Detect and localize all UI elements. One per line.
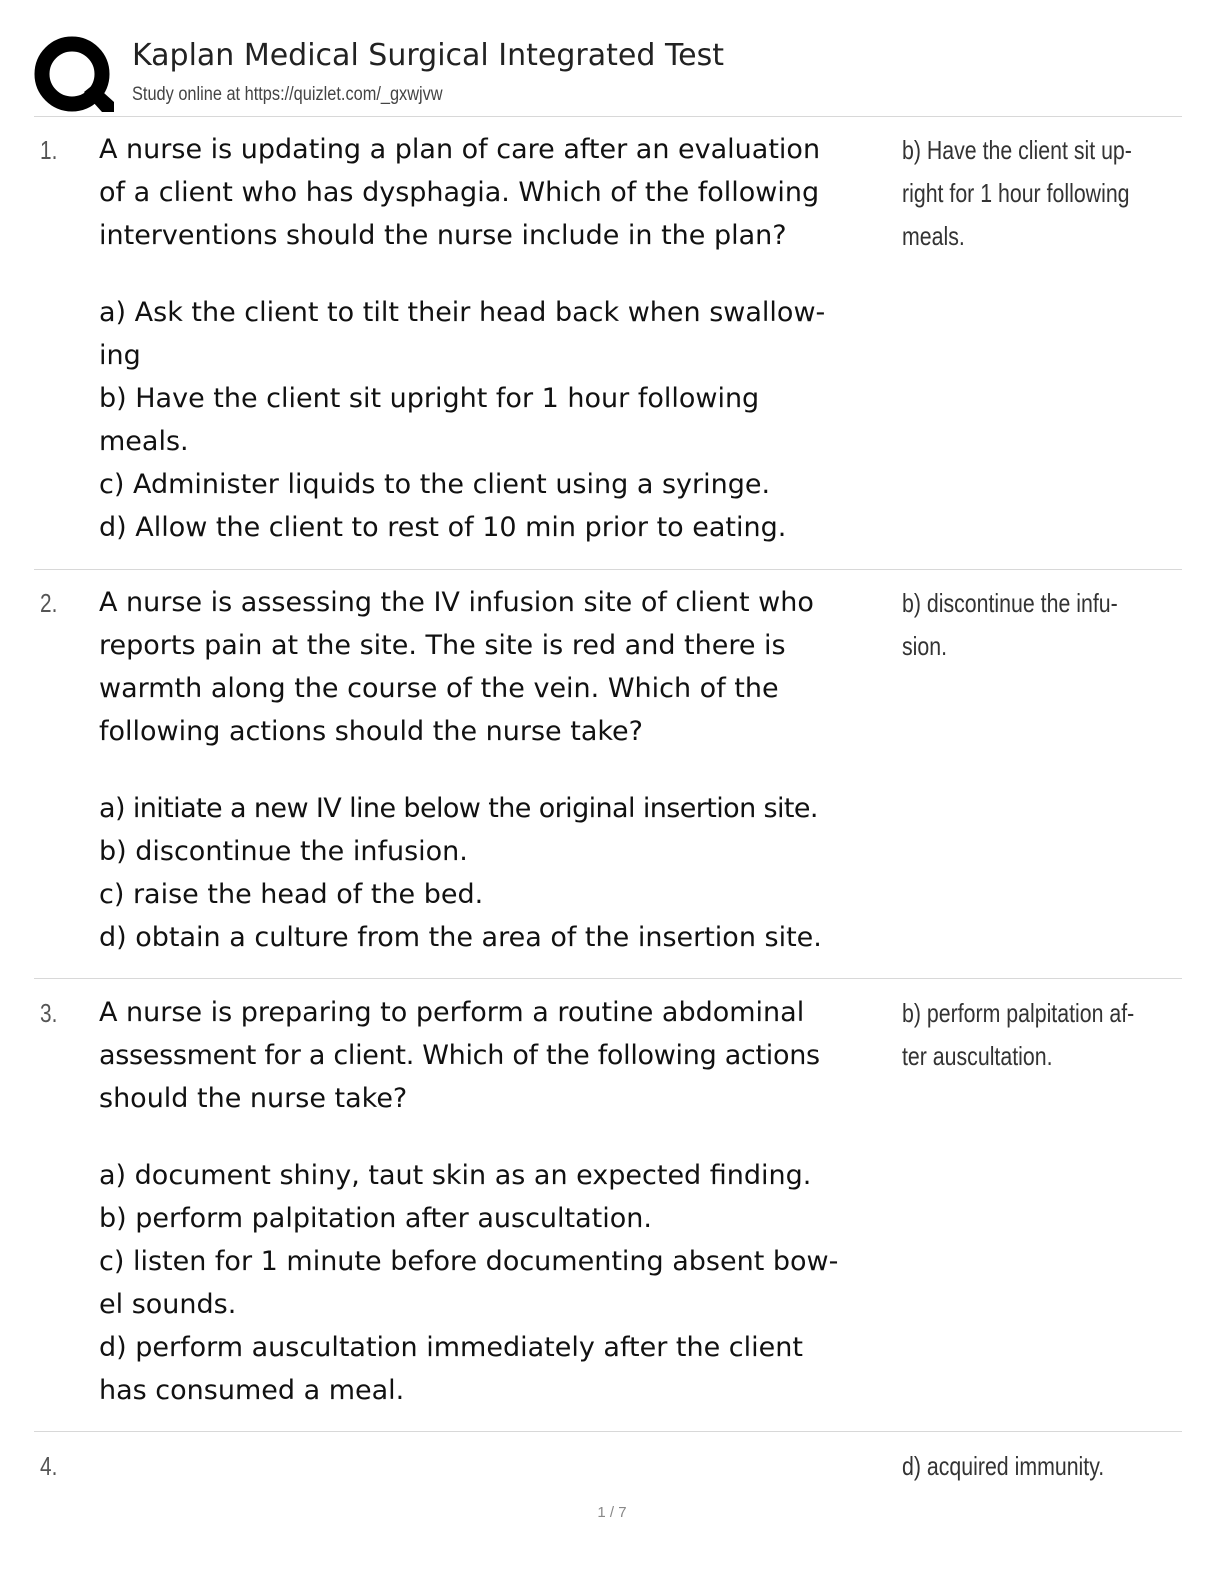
question-line: A nurse is updating a plan of care after an evaluation <box>99 134 821 165</box>
page-number: 1 / 7 <box>597 1504 627 1521</box>
option-line: a) document shiny, taut skin as an expected finding. <box>99 1160 812 1191</box>
question-line: interventions should the nurse include in the plan? <box>99 220 787 251</box>
option-line: b) Have the client sit upright for 1 hour following <box>99 383 760 414</box>
question-divider <box>34 1431 1182 1432</box>
option-line: a) Ask the client to tilt their head back when swallow- <box>99 297 826 328</box>
option-line: el sounds. <box>99 1289 237 1320</box>
question-1 <box>99 128 899 549</box>
option-line: c) raise the head of the bed. <box>99 879 484 910</box>
option-line: ing <box>99 340 141 371</box>
question-line: A nurse is assessing the IV infusion site of client who <box>99 587 814 618</box>
option-line: c) Administer liquids to the client using a syringe. <box>99 469 771 500</box>
page-header <box>34 30 1184 118</box>
question-2 <box>99 581 899 959</box>
answer-line: b) perform palpitation af- <box>902 998 1135 1028</box>
question-line: A nurse is preparing to perform a routine abdominal <box>99 997 805 1028</box>
answer-line: meals. <box>902 221 965 251</box>
answer-3 <box>902 992 1148 1078</box>
option-line: d) Allow the client to rest of 10 min prior to eating. <box>99 512 787 543</box>
answer-line: ter auscultation. <box>902 1041 1053 1071</box>
question-line: of a client who has dysphagia. Which of the following <box>99 177 820 208</box>
question-line: reports pain at the site. The site is red and there is <box>99 630 786 661</box>
answer-line: b) discontinue the infu- <box>902 588 1118 618</box>
document-title: Kaplan Medical Surgical Integrated Test <box>132 38 725 73</box>
question-line: following actions should the nurse take? <box>99 716 643 747</box>
option-line: d) obtain a culture from the area of the insertion site. <box>99 922 822 953</box>
answer-2 <box>902 582 1148 668</box>
answer-1 <box>902 129 1148 258</box>
option-line: b) perform palpitation after auscultation. <box>99 1203 652 1234</box>
option-line: meals. <box>99 426 189 457</box>
quizlet-q-logo-icon <box>34 36 114 116</box>
question-number: 3. <box>40 998 58 1028</box>
answer-line: right for 1 hour following <box>902 178 1130 208</box>
option-line: d) perform auscultation immediately after the client <box>99 1332 803 1363</box>
question-number: 4. <box>40 1451 58 1481</box>
question-line: warmth along the course of the vein. Which of the <box>99 673 779 704</box>
question-3 <box>99 991 899 1412</box>
answer-line: d) acquired immunity. <box>902 1451 1105 1481</box>
answer-line: sion. <box>902 631 948 661</box>
study-online-link[interactable]: Study online at https://quizlet.com/_gxwjvw <box>132 84 443 105</box>
option-line: b) discontinue the infusion. <box>99 836 468 867</box>
question-divider <box>34 978 1182 979</box>
question-line: should the nurse take? <box>99 1083 408 1114</box>
answer-line: b) Have the client sit up- <box>902 135 1132 165</box>
header-divider <box>34 116 1182 117</box>
option-line: c) listen for 1 minute before documenting absent bow- <box>99 1246 839 1277</box>
question-number: 1. <box>40 135 58 165</box>
question-number: 2. <box>40 588 58 618</box>
option-line: a) initiate a new IV line below the original insertion site. <box>99 793 818 824</box>
question-line: assessment for a client. Which of the following actions <box>99 1040 820 1071</box>
option-line: has consumed a meal. <box>99 1375 405 1406</box>
answer-4 <box>902 1445 1148 1488</box>
question-divider <box>34 569 1182 570</box>
